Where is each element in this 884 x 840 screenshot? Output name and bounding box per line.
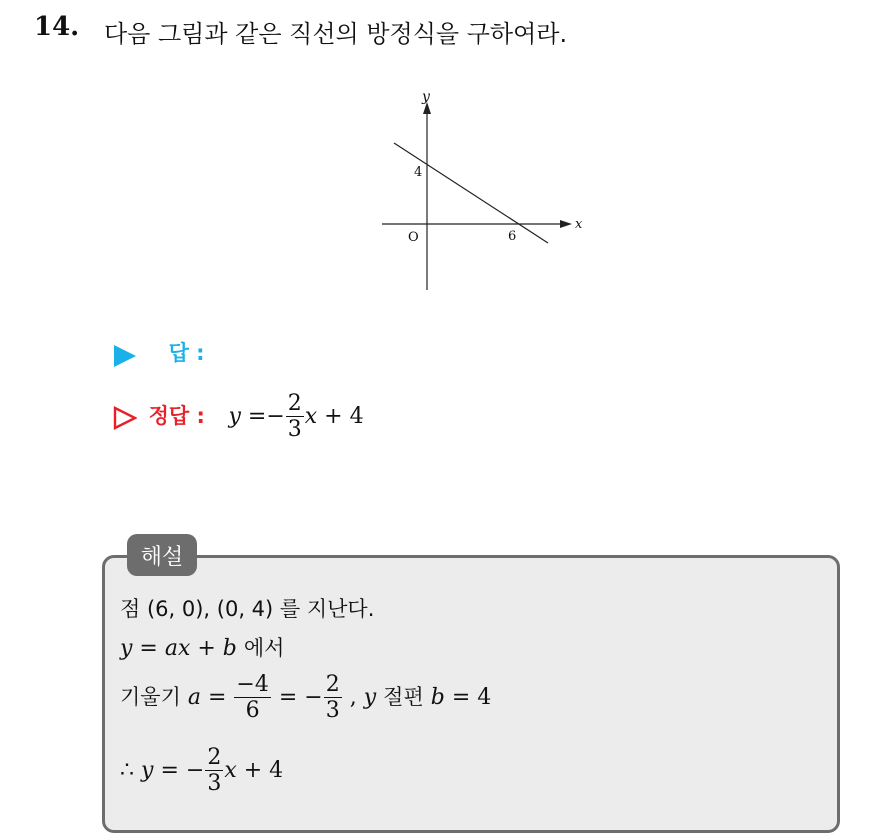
solution-line-2: y = ax + b 에서 bbox=[120, 636, 285, 661]
graph-line bbox=[394, 143, 548, 243]
solution-line-1: 점 (6, 0), (0, 4) 를 지난다. bbox=[120, 597, 375, 621]
origin-label: O bbox=[408, 230, 419, 245]
solution-line-4: ∴ y = − $\frac{2}{3}$ x + 4 bbox=[120, 745, 284, 797]
correct-answer-equation: y =− $\frac{2}{3}$ x + 4 bbox=[228, 391, 364, 443]
solution-line-3: 기울기 a = $\frac{-4}{6}$ = − $\frac{2}{3}$ , y 절편 b = 4 bbox=[120, 672, 492, 724]
answer-blank-row bbox=[113, 337, 205, 368]
fraction: $\frac{2}{3}$ bbox=[325, 672, 340, 724]
fraction: $\frac{-4}{6}$ bbox=[236, 672, 269, 724]
outline-triangle-icon bbox=[113, 406, 137, 430]
solution-tag: 해설 bbox=[127, 534, 197, 576]
fraction: $\frac{2}{3}$ bbox=[207, 745, 222, 797]
question-number: 14. bbox=[34, 12, 80, 42]
line-graph bbox=[372, 82, 592, 297]
x-intercept-label: 6 bbox=[508, 229, 517, 244]
y-intercept-label: 4 bbox=[414, 165, 423, 180]
correct-answer-label: 정답 : bbox=[148, 403, 205, 428]
x-axis-label: x bbox=[575, 217, 583, 232]
filled-triangle-icon bbox=[113, 344, 137, 368]
answer-label: 답 : bbox=[168, 341, 205, 365]
question-text: 다음 그림과 같은 직선의 방정식을 구하여라. bbox=[104, 20, 568, 48]
x-axis-arrow bbox=[560, 220, 572, 228]
y-axis-label: y bbox=[422, 89, 430, 105]
correct-answer-row bbox=[113, 391, 364, 443]
fraction: $\frac{2}{3}$ bbox=[287, 391, 302, 443]
